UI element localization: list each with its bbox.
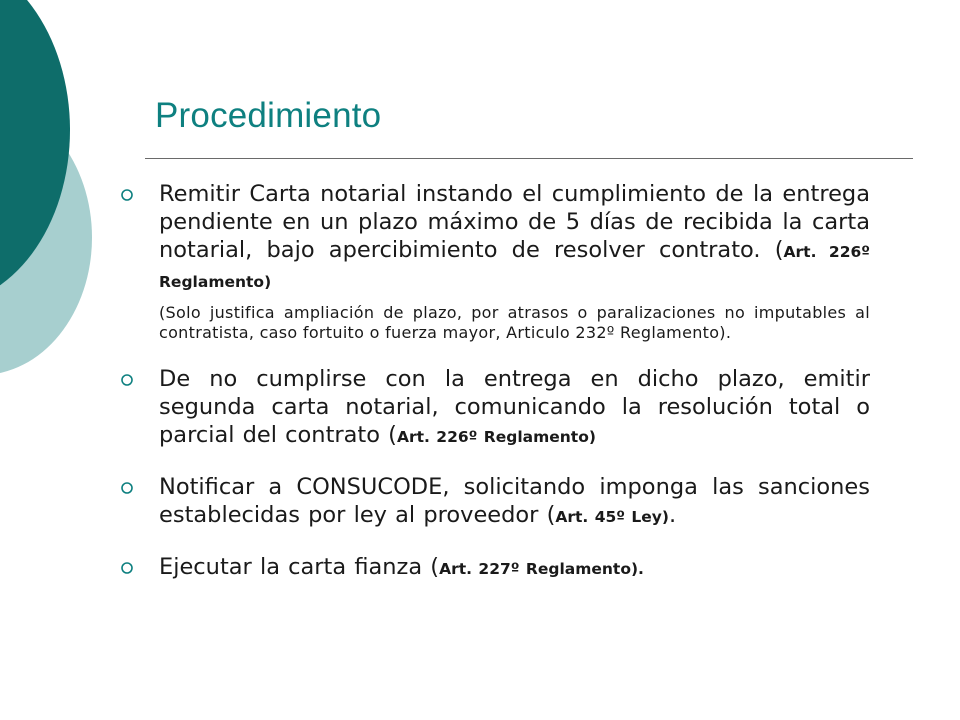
legal-reference: Art. 226º Reglamento) (396, 428, 596, 446)
bullet-body: Ejecutar la carta fianza ( (159, 554, 440, 580)
legal-reference: Art. 226º Reglamento) (159, 243, 871, 291)
slide-title: Procedimiento (155, 96, 382, 135)
circle-bullet-icon (120, 481, 134, 495)
circle-bullet-icon (120, 188, 134, 202)
bullet-body: Remitir Carta notarial instando el cumplimiento de la entrega pendiente en un plazo máximo de 5 días de recibida la carta notarial, bajo apercibimiento de resolver contrato. ( (159, 181, 870, 263)
bullet-text (159, 553, 870, 583)
bullet-text (159, 365, 870, 451)
title-divider (145, 158, 913, 159)
circle-bullet-icon (120, 373, 134, 387)
bullet-text (159, 473, 870, 531)
legal-reference: Art. 45º Ley) (555, 508, 669, 526)
bullet-note: (Solo justifica ampliación de plazo, por atrasos o paralizaciones no imputables al contratista, caso fortuito o fuerza mayor, Articulo 232º Reglamento). (159, 303, 870, 342)
bullet-item-1 (120, 180, 870, 343)
bullet-body: Notificar a CONSUCODE, solicitando imponga las sanciones establecidas por ley al proveedor ( (159, 474, 870, 528)
bullet-item-3 (120, 473, 870, 531)
bullet-list (120, 180, 870, 583)
bullet-tail: . (668, 502, 677, 528)
legal-reference: Art. 227º Reglamento). (439, 560, 644, 578)
bullet-text (159, 180, 870, 296)
bullet-item-2 (120, 365, 870, 451)
bullet-item-4 (120, 553, 870, 583)
bullet-body: De no cumplirse con la entrega en dicho plazo, emitir segunda carta notarial, comunicando la resolución total o parcial del contrato ( (159, 366, 870, 448)
circle-bullet-icon (120, 561, 134, 575)
